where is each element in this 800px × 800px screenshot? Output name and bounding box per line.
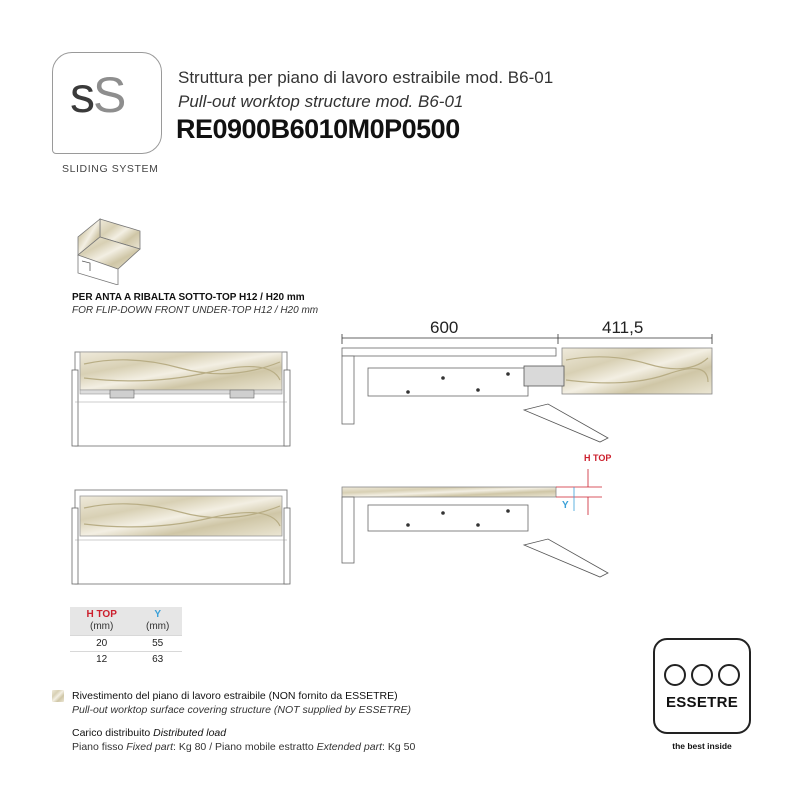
front-view-top bbox=[70, 350, 295, 450]
table-header-y: Y (mm) bbox=[133, 607, 182, 636]
table-row bbox=[70, 652, 182, 668]
side-view-extended bbox=[338, 330, 718, 450]
table-cell: 20 bbox=[70, 636, 133, 652]
front-view-bottom bbox=[70, 488, 295, 588]
load-title: Carico distribuito Distributed load bbox=[72, 727, 227, 739]
product-code: RE0900B6010M0P0500 bbox=[176, 114, 460, 144]
side-view-closed bbox=[338, 465, 618, 585]
covering-note-english: Pull-out worktop surface covering structure (NOT supplied by ESSETRE) bbox=[72, 704, 412, 716]
brand-circles-icon bbox=[663, 662, 743, 688]
logo-caption: SLIDING SYSTEM bbox=[62, 163, 159, 175]
brand-name: ESSETRE bbox=[665, 694, 739, 711]
dimension-extension: 411,5 bbox=[602, 318, 644, 337]
section-label-italian: PER ANTA A RIBALTA SOTTO-TOP H12 / H20 mm bbox=[72, 292, 305, 303]
table-cell: 55 bbox=[133, 636, 182, 652]
dimension-depth: 600 bbox=[430, 318, 459, 337]
table-cell: 12 bbox=[70, 652, 133, 668]
logo: sS bbox=[70, 67, 125, 123]
title-english: Pull-out worktop structure mod. B6-01 bbox=[178, 92, 464, 111]
perspective-thumbnail bbox=[70, 215, 144, 285]
y-label: Y bbox=[562, 500, 569, 511]
table-header-htop: H TOP (mm) bbox=[70, 607, 133, 636]
table-row bbox=[70, 636, 182, 652]
section-label-english: FOR FLIP-DOWN FRONT UNDER-TOP H12 / H20 mm bbox=[72, 305, 319, 316]
brand-tagline: the best inside bbox=[672, 741, 732, 751]
title-italian: Struttura per piano di lavoro estraibile mod. B6-01 bbox=[178, 68, 554, 87]
spec-table bbox=[70, 607, 182, 667]
load-detail: Piano fisso Fixed part: Kg 80 / Piano mobile estratto Extended part: Kg 50 bbox=[72, 741, 416, 753]
marble-swatch-icon bbox=[52, 690, 64, 702]
h-top-label: H TOP bbox=[584, 453, 612, 463]
table-cell: 63 bbox=[133, 652, 182, 668]
covering-note-italian: Rivestimento del piano di lavoro estraibile (NON fornito da ESSETRE) bbox=[72, 690, 398, 702]
